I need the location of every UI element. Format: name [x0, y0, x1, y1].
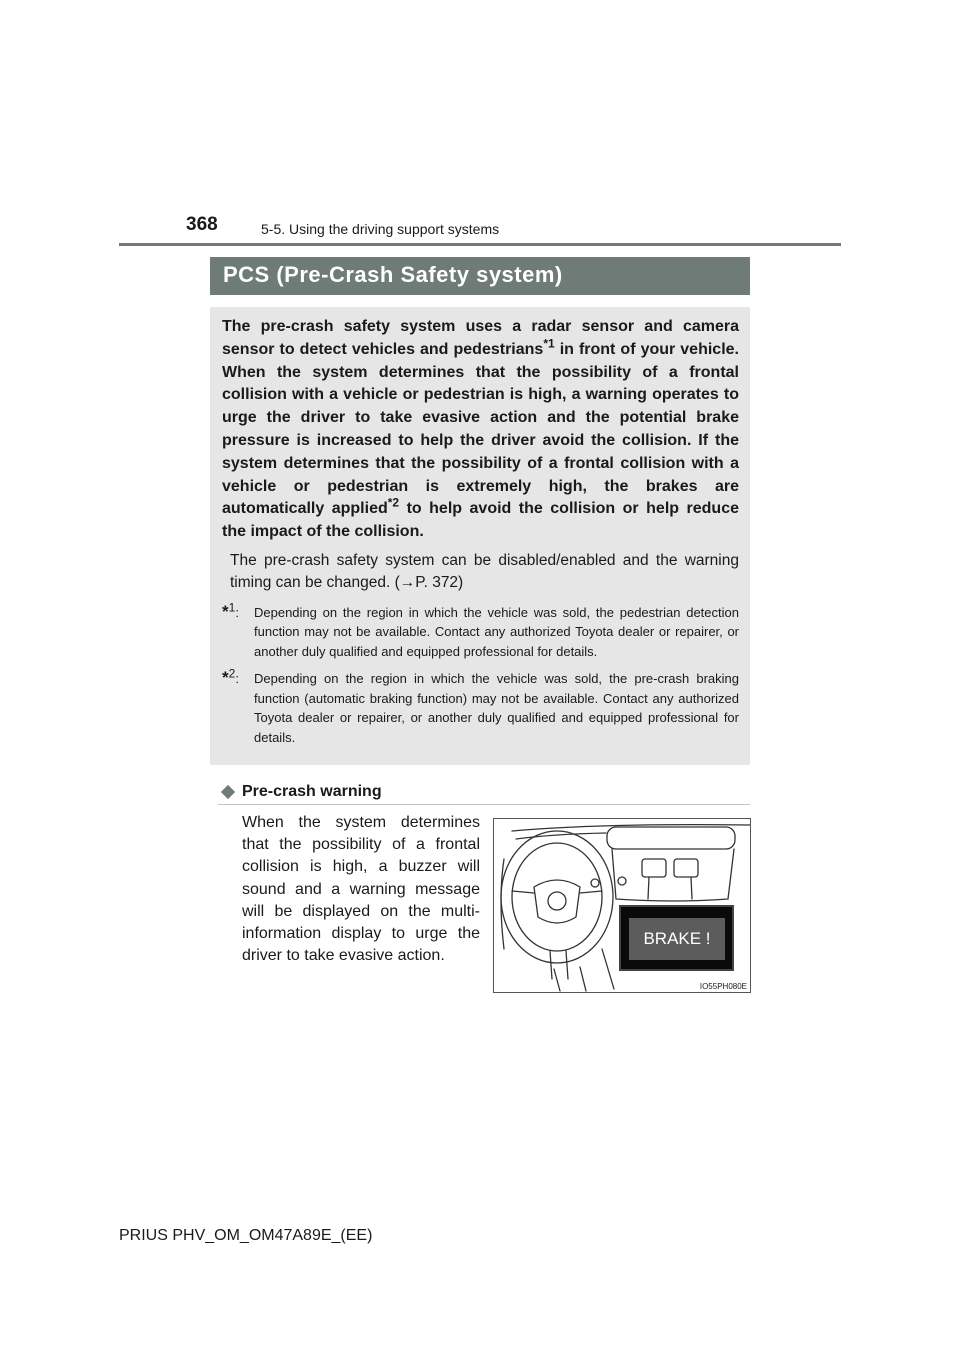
header-rule: [119, 243, 841, 246]
section-path: 5-5. Using the driving support systems: [261, 221, 500, 237]
intro-box: [210, 307, 750, 765]
brake-warning-message: BRAKE !: [629, 918, 725, 960]
document-footer: PRIUS PHV_OM_OM47A89E_(EE): [119, 1227, 373, 1244]
subsection-body: When the system determines that the possibility of a frontal collision is high, a buzzer will sound and a warning message will be displayed on the multi-information display to urge the driver to take evasive action.: [242, 814, 480, 965]
intro-text-3: to help avoid the collision or help reduce the impact of the collision.: [222, 500, 739, 541]
footnote-star-1: *: [222, 601, 229, 621]
footnote-marker-2: [222, 668, 239, 689]
section-title: PCS (Pre-Crash Safety system): [210, 257, 750, 295]
multi-information-display: [619, 905, 734, 971]
footnote-2: [222, 669, 739, 747]
footnote-marker-1: [222, 602, 239, 623]
subsection-title: Pre-crash warning: [242, 782, 382, 800]
diamond-icon: [221, 784, 235, 798]
footnote-1: [222, 600, 739, 662]
footnote-num-1: 1: [228, 600, 236, 615]
intro-text-2: in front of your vehicle. When the system determines that the possibility of a frontal collision with a vehicle or pedestrian is high, a warning operates to urge the driver to take evasive action and the potential brake pressure is increased to help the driver avoid the collision. If the system determines that the possibility of a frontal collision with a vehicle or pedestrian is extremely high, the brakes are automatically applied: [222, 340, 739, 518]
intro-note: The pre-crash safety system can be disabled/enabled and the warning timing can be changed. (→P. 372): [230, 551, 739, 592]
footnote-num-2: 2: [228, 667, 236, 682]
subsection-heading: [218, 779, 750, 805]
dashboard-illustration: [493, 818, 751, 993]
footnote-colon-2: :: [235, 671, 239, 687]
intro-text-1: The pre-crash safety system uses a radar sensor and camera sensor to detect vehicles and pedestrians: [222, 318, 739, 358]
footnote-star-2: *: [222, 668, 229, 688]
footnote-ref-1: *1: [543, 336, 555, 351]
intro-paragraph: [222, 316, 739, 544]
figure-code: IO55PH080E: [699, 982, 747, 991]
footnote-text-1: Depending on the region in which the vehicle was sold, the pedestrian detection function may not be available. Contact any authorized Toyota dealer or repairer, or another duly qualified and equipped professional for details.: [254, 604, 739, 659]
page-number: 368: [186, 214, 218, 235]
footnote-ref-2: *2: [387, 496, 400, 511]
footnote-text-2: Depending on the region in which the vehicle was sold, the pre-crash braking function (automatic braking function) may not be available. Contact any authorized Toyota dealer or repairer, or another duly qualified and equipped professional for details.: [254, 671, 739, 745]
footnote-colon-1: :: [235, 604, 239, 620]
